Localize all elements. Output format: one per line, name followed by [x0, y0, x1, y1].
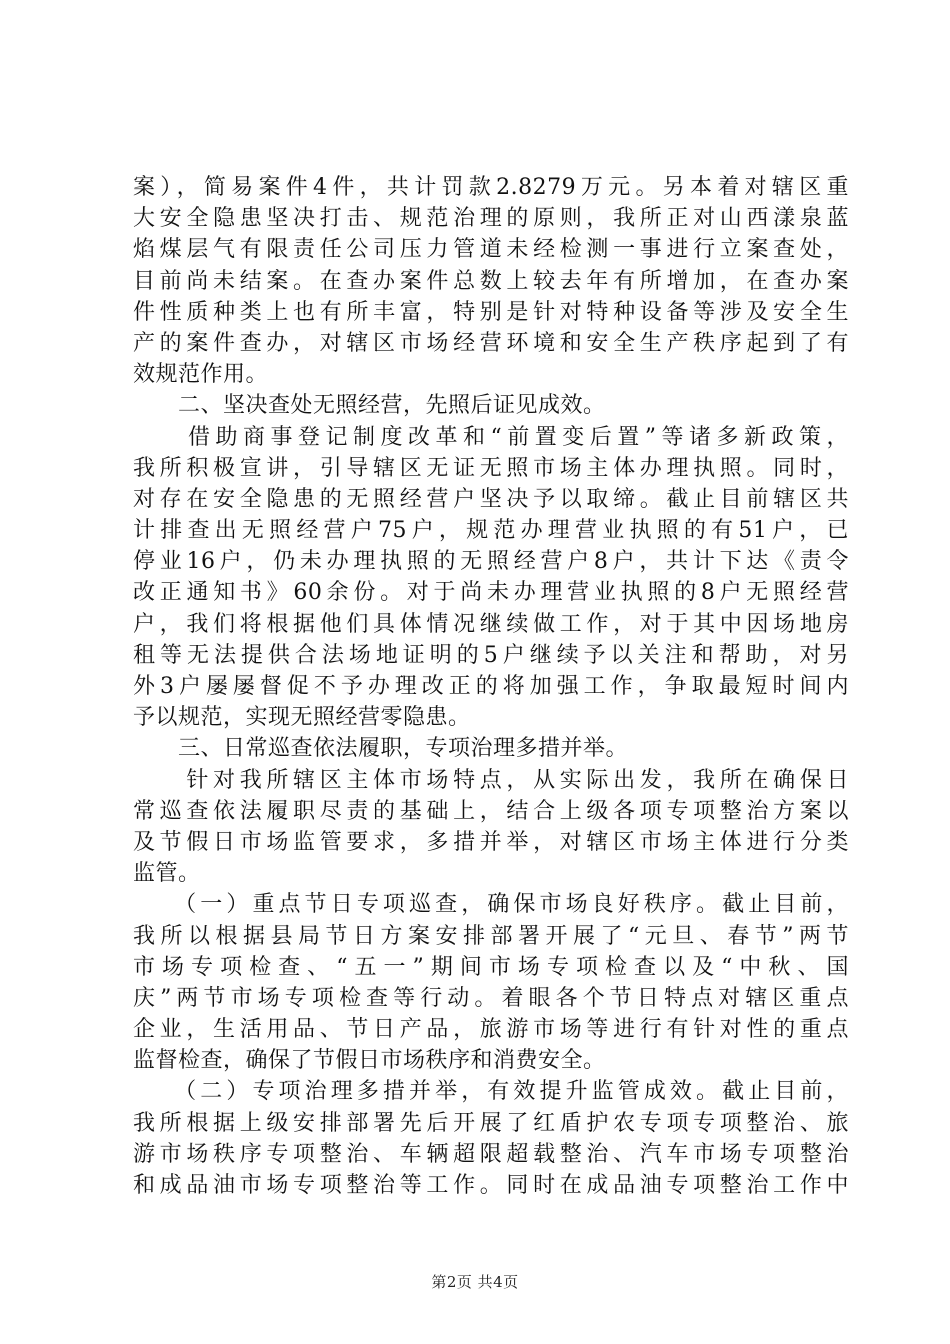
- text-line: 我所根据上级安排部署先后开展了红盾护农专项专项整治、旅: [133, 1110, 849, 1136]
- text-line: 监管。: [133, 861, 201, 887]
- text-line: 市场专项检查、“五一”期间市场专项检查以及“中秋、国: [133, 954, 849, 980]
- text-line: 及节假日市场监管要求，多措并举，对辖区市场主体进行分类: [133, 829, 849, 855]
- text-line: 我所以根据县局节日方案安排部署开展了“元旦、春节”两节: [133, 923, 849, 949]
- text-line: 焰煤层气有限责任公司压力管道未经检测一事进行立案查处，: [133, 237, 849, 263]
- text-line: 效规范作用。: [133, 362, 269, 388]
- text-line: 予以规范，实现无照经营零隐患。: [133, 705, 471, 731]
- text-line: 租等无法提供合法场地证明的5户继续予以关注和帮助，对另: [133, 642, 849, 668]
- text-line: （一）重点节日专项巡查，确保市场良好秩序。截止目前，: [133, 892, 849, 918]
- document-body: [133, 172, 849, 1201]
- text-line: 我所积极宣讲，引导辖区无证无照市场主体办理执照。同时，: [133, 455, 849, 481]
- text-line: 二、坚决查处无照经营，先照后证见成效。: [133, 393, 606, 419]
- text-line: 大安全隐患坚决打击、规范治理的原则，我所正对山西漾泉蓝: [133, 206, 849, 232]
- text-line: 目前尚未结案。在查办案件总数上较去年有所增加，在查办案: [133, 268, 849, 294]
- text-line: 外3户屡屡督促不予办理改正的将加强工作，争取最短时间内: [133, 674, 849, 699]
- text-line: 案），简易案件4件，共计罚款2.8279万元。另本着对辖区重: [133, 175, 849, 200]
- text-line: （二）专项治理多措并举，有效提升监管成效。截止目前，: [133, 1079, 849, 1105]
- text-line: 户，我们将根据他们具体情况继续做工作，对于其中因场地房: [133, 611, 849, 637]
- text-line: 常巡查依法履职尽责的基础上，结合上级各项专项整治方案以: [133, 798, 849, 824]
- text-line: 和成品油市场专项整治等工作。同时在成品油专项整治工作中: [133, 1173, 849, 1198]
- text-line: 产的案件查办，对辖区市场经营环境和安全生产秩序起到了有: [133, 330, 849, 356]
- text-line: 庆”两节市场专项检查等行动。着眼各个节日特点对辖区重点: [133, 985, 849, 1011]
- text-line: 改正通知书》60余份。对于尚未办理营业执照的8户无照经营: [133, 580, 849, 606]
- text-line: 对存在安全隐患的无照经营户坚决予以取缔。截止目前辖区共: [133, 486, 849, 512]
- page-footer: 第2页 共4页: [431, 1273, 519, 1291]
- text-line: 三、日常巡查依法履职，专项治理多措并举。: [133, 736, 629, 762]
- text-line: 停业16户，仍未办理执照的无照经营户8户，共计下达《责令: [133, 549, 849, 575]
- text-line: 监督检查，确保了节假日市场秩序和消费安全。: [133, 1048, 606, 1074]
- text-line: 借助商事登记制度改革和“前置变后置”等诸多新政策，: [133, 424, 849, 450]
- text-line: 计排查出无照经营户75户，规范办理营业执照的有51户，已: [133, 518, 849, 544]
- text-line: 件性质种类上也有所丰富，特别是针对特种设备等涉及安全生: [133, 299, 849, 325]
- text-line: 游市场秩序专项整治、车辆超限超载整治、汽车市场专项整治: [133, 1141, 849, 1167]
- text-line: 企业，生活用品、节日产品，旅游市场等进行有针对性的重点: [133, 1017, 849, 1043]
- text-line: 针对我所辖区主体市场特点，从实际出发，我所在确保日: [133, 767, 849, 793]
